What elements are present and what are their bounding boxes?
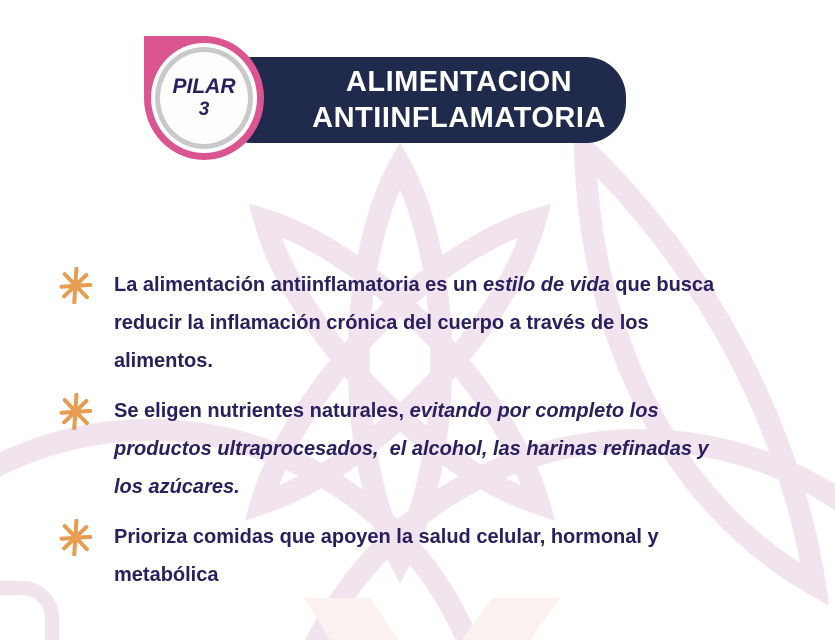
- bullet-text-segment: reducir la inflamación crónica del cuerpo a través de los: [114, 312, 649, 334]
- bullet-line: [114, 266, 714, 304]
- title-line-1: ALIMENTACION: [345, 66, 573, 98]
- pillar-circle: [155, 47, 253, 149]
- bullet-item: [57, 266, 777, 380]
- bullet-item: [57, 518, 777, 594]
- bullet-text-segment: Se eligen nutrientes naturales,: [114, 400, 410, 422]
- bullet-text: [114, 266, 714, 380]
- title-banner: [212, 57, 626, 143]
- bullet-line: [114, 342, 714, 380]
- bullet-item: [57, 392, 777, 506]
- bullet-text-emphasis: evitando por completo los: [409, 400, 659, 422]
- bullet-text: [114, 518, 659, 594]
- bullet-text: [114, 392, 709, 506]
- sparkle-asterisk-icon: [57, 519, 94, 556]
- bullet-text-segment: Prioriza comidas que apoyen la salud celular, hormonal y: [114, 526, 659, 548]
- bullet-text-emphasis: los azúcares.: [114, 476, 240, 498]
- title-line-2: ANTIINFLAMATORIA: [312, 102, 606, 134]
- bullet-line: [114, 556, 659, 594]
- bullet-line: [114, 468, 709, 506]
- sparkle-asterisk-icon: [57, 267, 94, 304]
- bullet-text-emphasis: estilo de vida: [482, 274, 610, 296]
- pillar-number: 3: [198, 99, 210, 120]
- bullet-text-segment: La alimentación antiinflamatoria es un: [114, 274, 483, 296]
- bullet-line: [114, 430, 709, 468]
- header: [0, 0, 835, 180]
- bullet-text-segment: que busca: [609, 274, 715, 296]
- bullet-list: [57, 266, 777, 606]
- bullet-text-segment: metabólica: [114, 564, 219, 586]
- bullet-line: [114, 304, 714, 342]
- bullet-text-segment: alimentos.: [114, 350, 213, 372]
- pillar-badge: [144, 36, 264, 160]
- bullet-text-emphasis: productos ultraprocesados, el alcohol, las harinas refinadas y: [114, 438, 709, 460]
- pillar-label: PILAR: [172, 75, 236, 98]
- bullet-line: [114, 392, 709, 430]
- sparkle-asterisk-icon: [57, 393, 94, 430]
- bullet-line: [114, 518, 659, 556]
